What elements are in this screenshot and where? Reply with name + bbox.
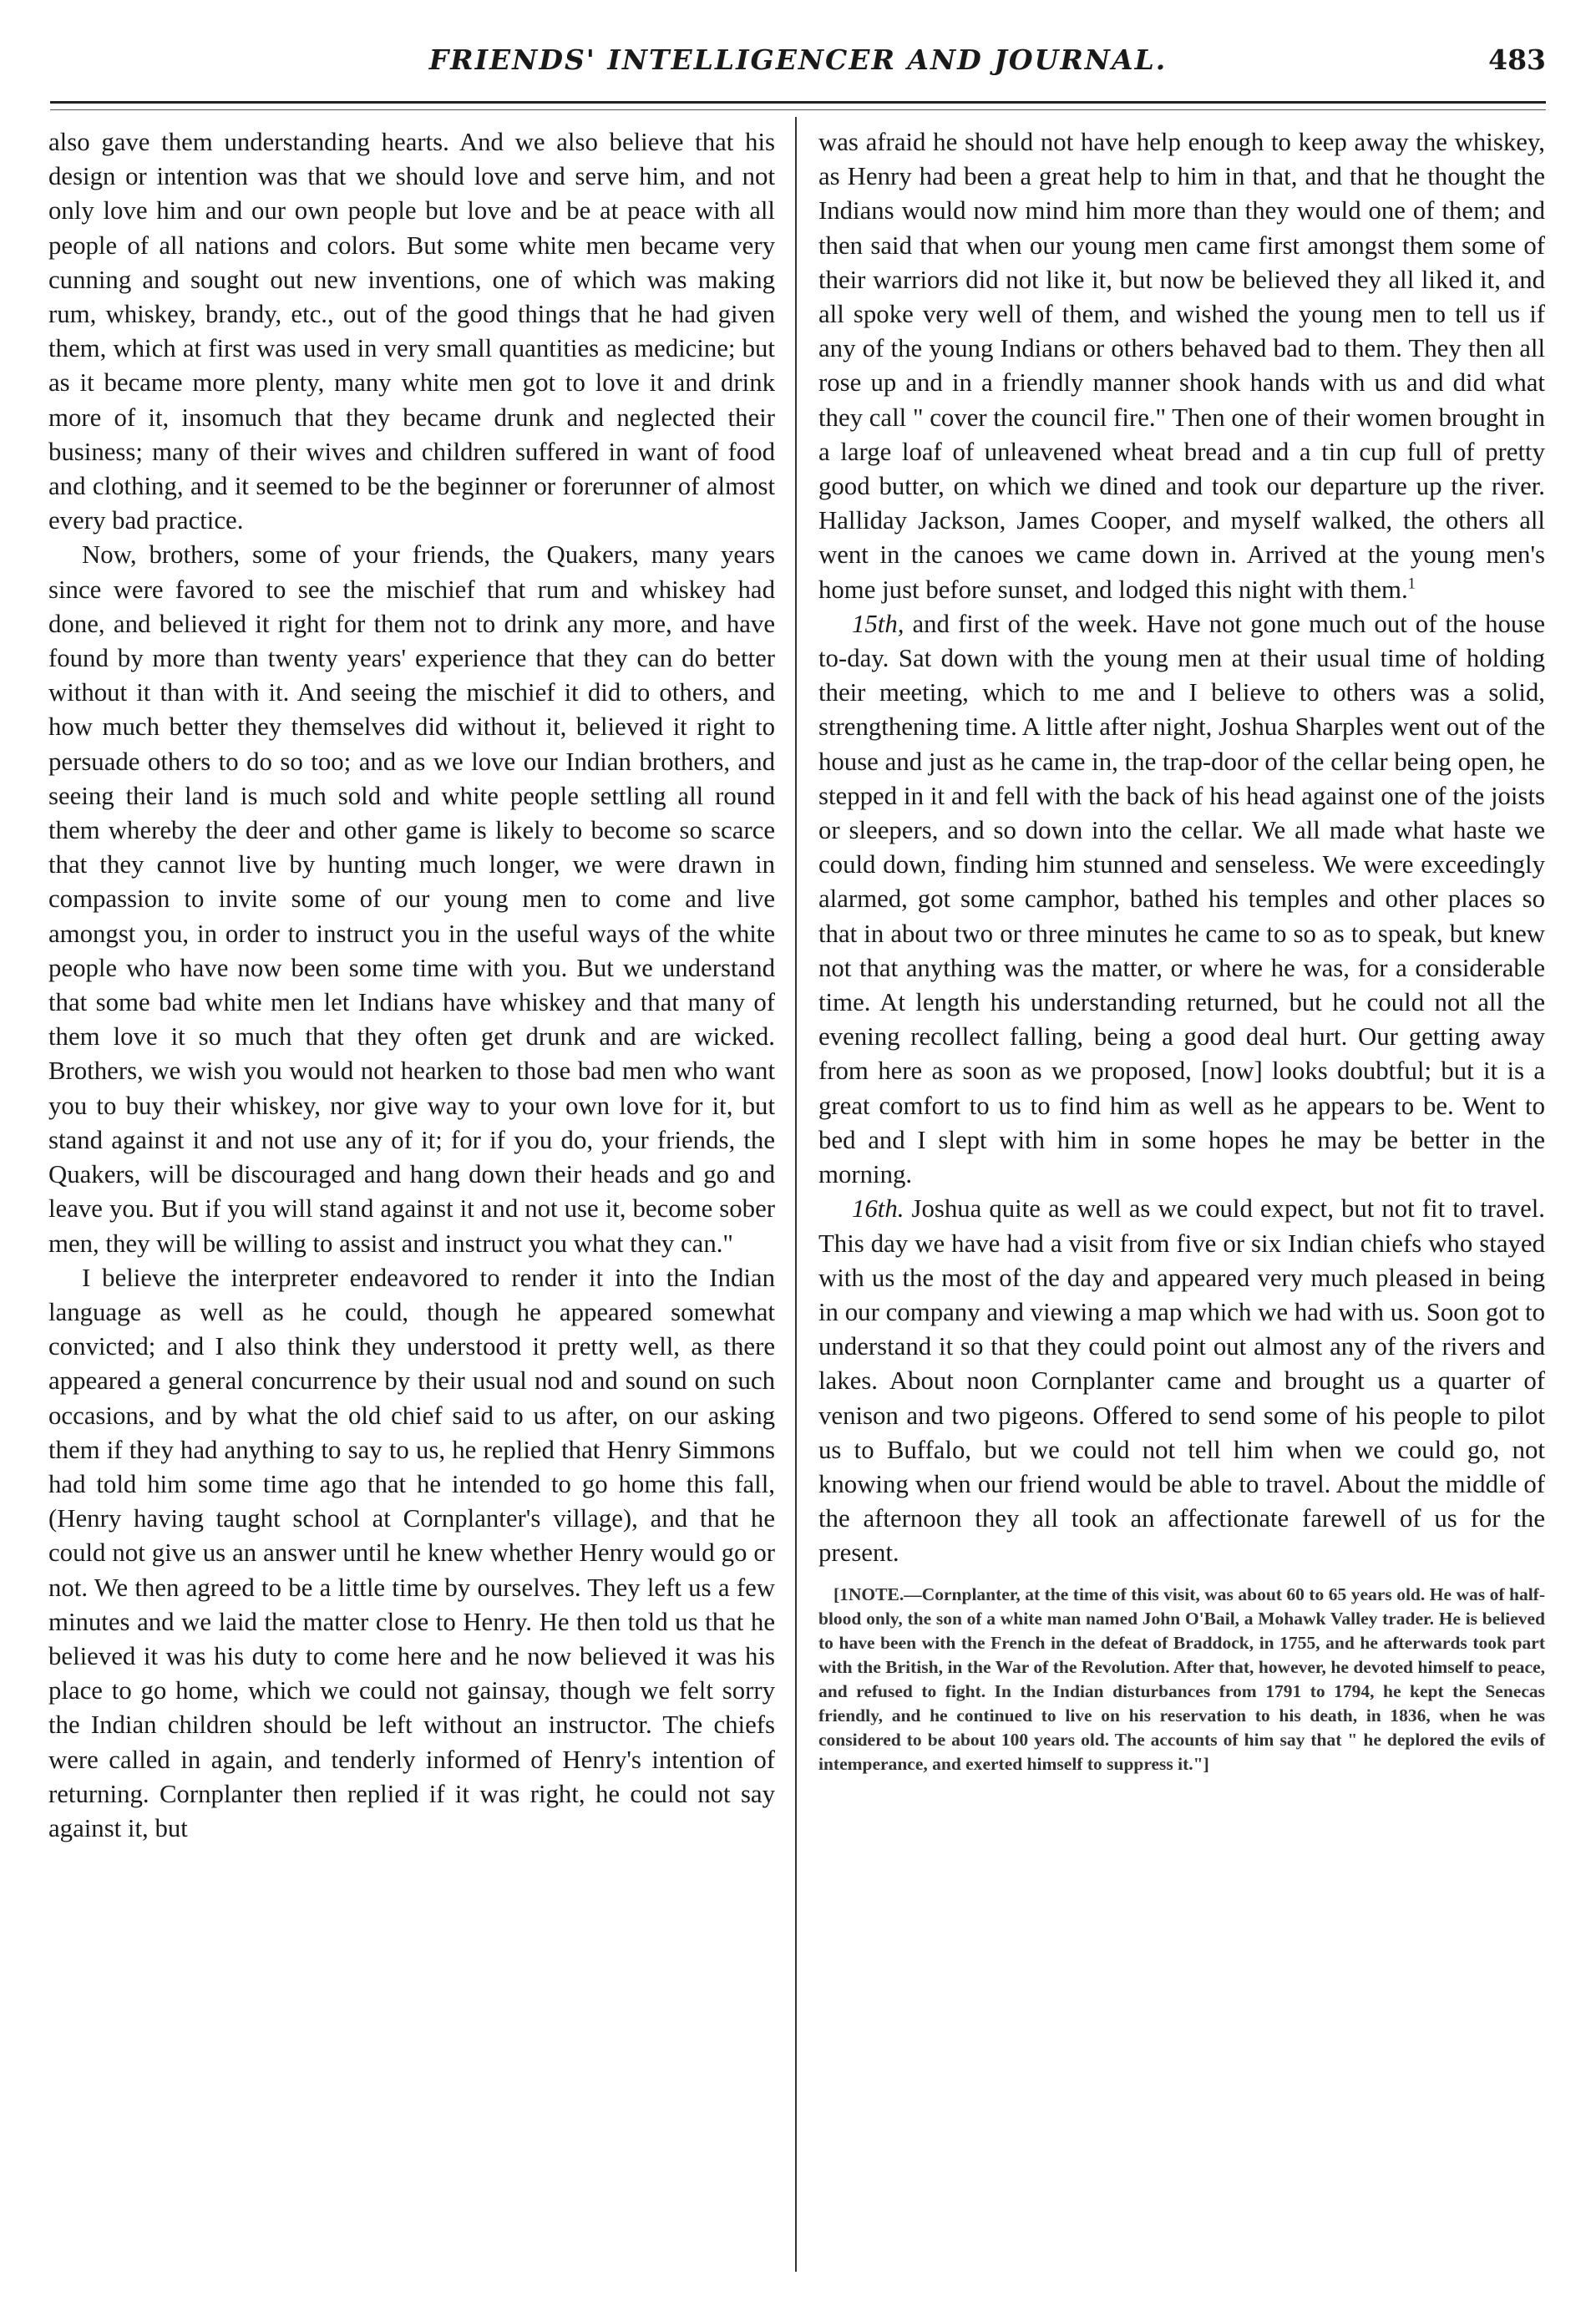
paragraph — [818, 607, 1545, 1192]
footnote: [1NOTE.—Cornplanter, at the time of this visit, was about 60 to 65 years old. He was of half-blood only, the son of a white man named John O'Bail, a Mohawk Valley trader. He is believed to have been with the French in the defeat of Braddock, in 1755, and he afterwards took part with the British, in the War of the Revolution. After that, however, he devoted himself to peace, and refused to fight. In the Indian disturbances from 1791 to 1794, he kept the Senecas friendly, and he continued to live on his reservation to his death, in 1836, when he was considered to be about 100 years old. The accounts of him say that " he deplored the evils of intemperance, and exerted himself to suppress it."] — [818, 1584, 1545, 1774]
paragraph: also gave them understanding hearts. And we also believe that his design or intention was that we should love and serve him, and not only love him and our own people but love and be at peace with all people of all nations and colors. But some white men became very cunning and sought out new inventions, one of which was making rum, whiskey, brandy, etc., out of the good things that he had given them, which at first was used in very small quantities as medicine; but as it became more plenty, many white men got to love it and drink more of it, insomuch that they became drunk and neglected their business; many of their wives and children suffered in want of food and clothing, and it seemed to be the beginner or forerunner of almost every bad practice. — [48, 128, 775, 535]
paragraph: I believe the interpreter endeavored to render it into the Indian language as well as he could, though he appeared somewhat convicted; and I also think they understood it pretty well, as there appeared a general concurrence by their usual nod and sound on such occasions, and by what the old chief said to us after, on our asking them if they had anything to say to us, he replied that Henry Simmons had told him some time ago that he intended to go home this fall, (Henry having taught school at Cornplanter's village), and that he could not give us an answer until he knew whether Henry would go or not. We then agreed to be a little time by ourselves. They left us a few minutes and we laid the matter close to Henry. He then told us that he believed it was his duty to come here and he now believed it was his place to go home, which we could not gainsay, though we felt sorry the Indian children should be left without an instructor. The chiefs were called in again, and tenderly informed of Henry's intention of returning. Cornplanter then replied if it was right, he could not say against it, but — [48, 1263, 775, 1842]
right-column — [818, 125, 1545, 1776]
page-number: 483 — [1488, 43, 1546, 76]
journal-title: FRIENDS' INTELLIGENCER AND JOURNAL. — [428, 43, 1168, 76]
column-divider — [795, 117, 797, 2272]
paragraph: Now, brothers, some of your friends, the Quakers, many years since were favored to see the mischief that rum and whiskey had done, and believed it right for them not to drink any more, and have found by more than twenty years' experience that they can do better without it than with it. And seeing the mischief it did to others, and how much better they themselves did without it, believed it right to persuade others to do so too; and as we love our Indian brothers, and seeing their land is much sold and white people settling all round them whereby the deer and other game is likely to become so scarce that they cannot live by hunting much longer, we were drawn in compassion to invite some of our young men to come and live amongst you, in order to instruct you in the useful ways of the white people who have now been some time with you. But we understand that some bad white men let Indians have whiskey and that many of them love it so much that they often get drunk and are wicked. Brothers, we wish you would not hearken to those bad men who want you to buy their whiskey, nor give way to your own love for it, but stand against it and not use any of it; for if you do, your friends, the Quakers, will be discouraged and hang down their heads and go and leave you. But if you will stand against it and not use it, become sober men, they will be willing to assist and instruct you what they can." — [48, 540, 775, 1258]
left-column — [48, 125, 775, 1846]
paragraph — [818, 125, 1545, 607]
page-header — [50, 43, 1546, 94]
footnote-marker: 1 — [1407, 575, 1416, 592]
header-rule-thin — [50, 109, 1546, 110]
date-label: 16th. — [852, 1194, 904, 1224]
date-label: 15th, — [852, 609, 904, 638]
paragraph-text: and first of the week. Have not gone much out of the house to-day. Sat down with the young men at their usual time of holding their meeting, which to me and I believe to others was a solid, strengthening time. A little after night, Joshua Sharples went out of the house and just as he came in, the trap-door of the cellar being open, he stepped in it and fell with the back of his head against one of the joists or sleepers, and so down into the cellar. We all made what haste we could down, finding him stunned and senseless. We were exceedingly alarmed, got some camphor, bathed his temples and other places so that in about two or three minutes he came to so as to speak, but knew not that anything was the matter, or where he was, for a considerable time. At length his understanding returned, but he could not all the evening recollect falling, being a good deal hurt. Our getting away from here as soon as we proposed, [now] looks doubtful; but it is a great comfort to us to find him as well as he appears to be. Went to bed and I slept with him in some hopes he may be better in the morning. — [818, 609, 1545, 1189]
paragraph-text: Joshua quite as well as we could expect, but not fit to travel. This day we have had a visit from five or six Indian chiefs who stayed with us the most of the day and appeared very much pleased in being in our company and viewing a map which we had with us. Soon got to understand it so that they could point out almost any of the rivers and lakes. About noon Cornplanter came and brought us a quarter of venison and two pigeons. Offered to send some of his people to pilot us to Buffalo, but we could not tell him when we could go, not knowing when our friend would be able to travel. About the middle of the afternoon they all took an affectionate farewell of us for the present. — [818, 1194, 1545, 1568]
header-rule — [50, 101, 1546, 104]
paragraph-text: was afraid he should not have help enough to keep away the whiskey, as Henry had been a great help to him in that, and that he thought the Indians would now mind him more than they would one of them; and then said that when our young men came first amongst them some of their warriors did not like it, but now be believed they all liked it, and all spoke very well of them, and wished the young men to tell us if any of the young Indians or others behaved bad to them. They then all rose up and in a friendly manner shook hands with us and did what they call " cover the council fire." Then one of their women brought in a large loaf of unleavened wheat bread and a tin cup full of pretty good butter, on which we dined and took our departure up the river. Halliday Jackson, James Cooper, and myself walked, the others all went in the canoes we came down in. Arrived at the young men's home just before sunset, and lodged this night with them. — [818, 128, 1545, 604]
paragraph — [818, 1192, 1545, 1570]
